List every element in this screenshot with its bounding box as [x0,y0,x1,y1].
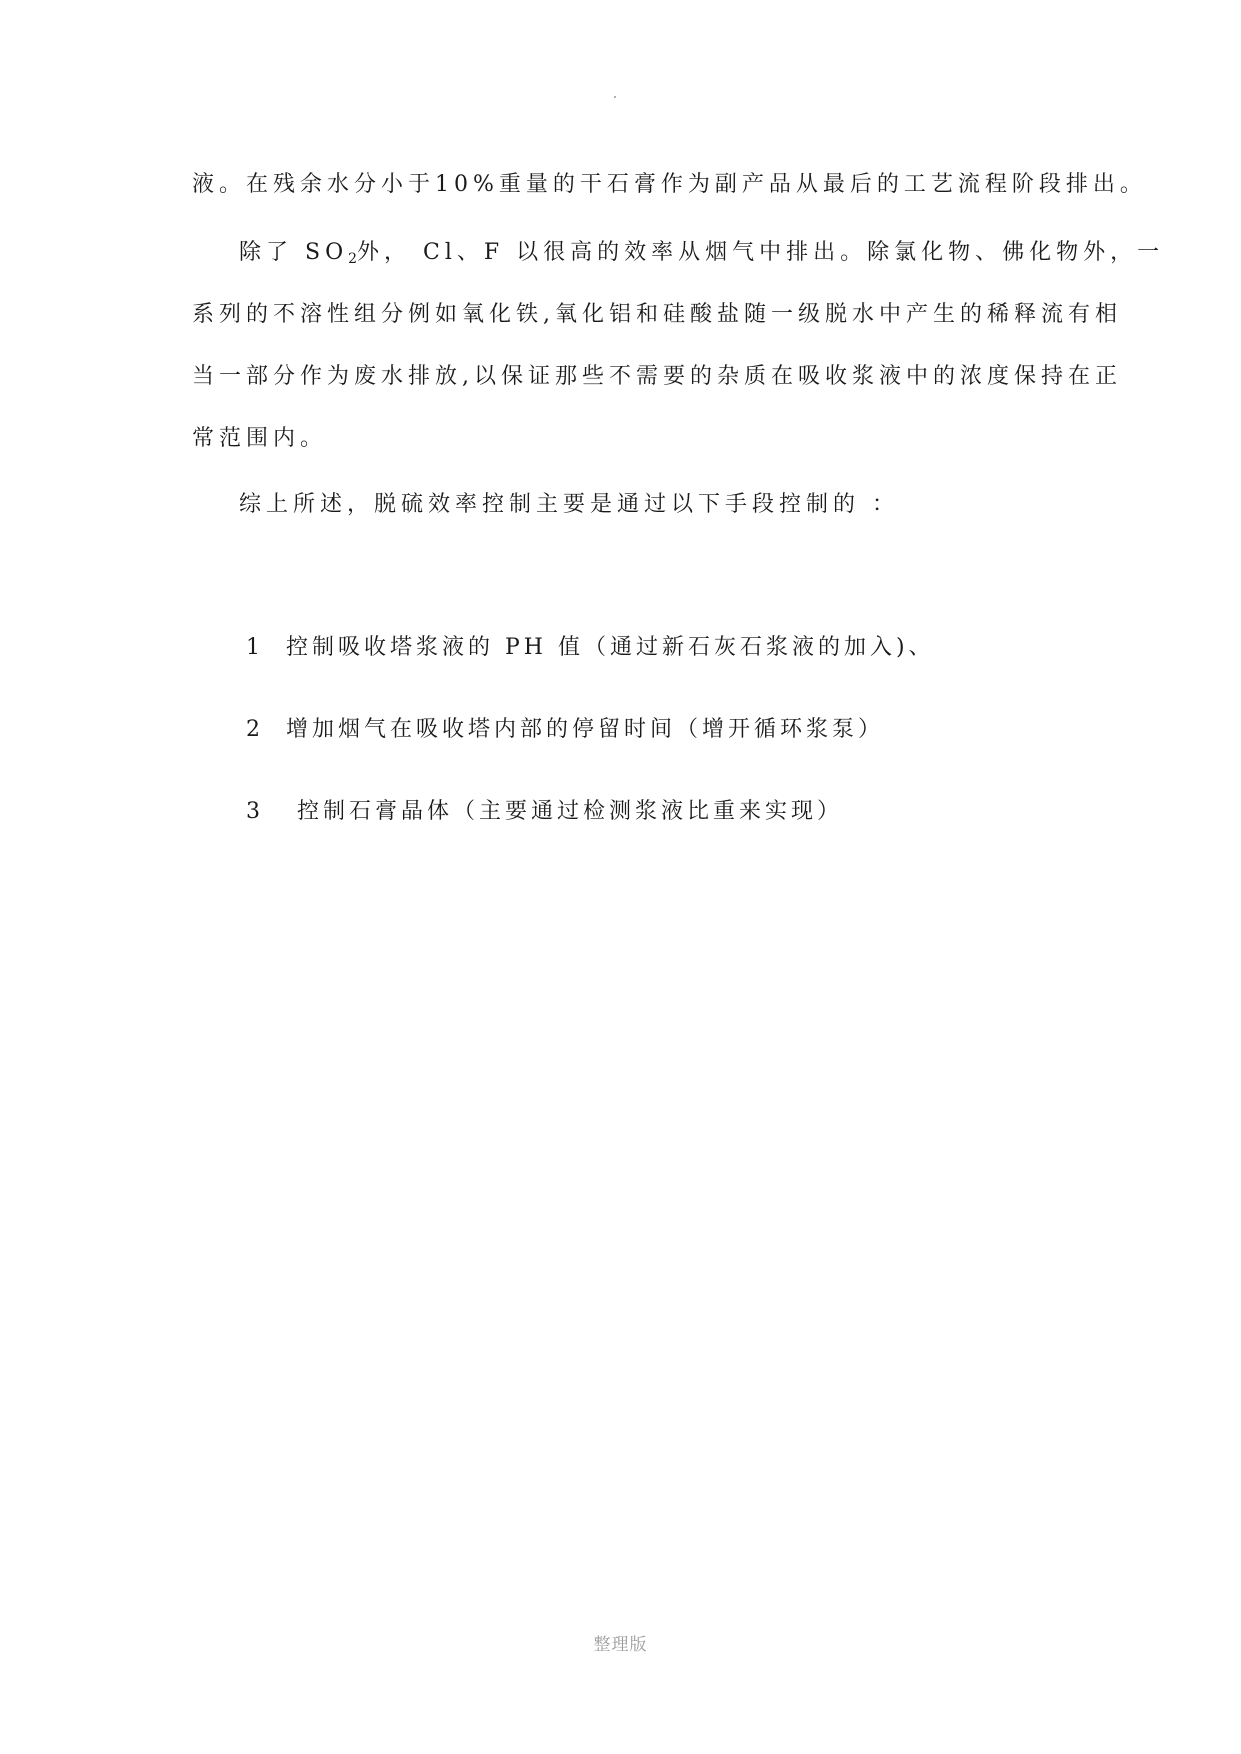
list-item-number: 3 [246,799,264,824]
paragraph-2 [192,222,1165,470]
so2-suffix: 外， Cl、F 以很高的效率从烟气中排出。除氯化物、佛化物外，一 [357,240,1165,265]
so2-prefix: 除了 SO [239,240,349,265]
list-item-text: 控制石膏晶体（主要通过检测浆液比重来实现） [296,799,843,824]
page-footer: 整理版 [593,1635,648,1655]
paragraph-1-line-1: 液。在残余水分小于10%重量的干石膏作为副产品从最后的工艺流程阶段排出。 [192,172,1147,197]
paragraph-2-line-1 [192,222,1165,284]
list-item-number: 1 [246,635,264,660]
paragraph-3 [192,474,1052,536]
list-item [246,794,843,825]
paragraph-2-line-3: 当一部分作为废水排放,以保证那些不需要的杂质在吸收浆液中的浓度保持在正 [192,364,1122,389]
paragraph-3-line-1: 综上所述，脱硫效率控制主要是通过以下手段控制的 ： [239,492,899,517]
list-item [246,630,935,661]
so2-subscript: 2 [348,251,358,267]
header-dot [614,96,616,98]
paragraph-2-line-2: 系列的不溶性组分例如氧化铁,氧化铝和硅酸盐随一级脱水中产生的稀释流有相 [192,302,1122,327]
list-item-text: 增加烟气在吸收塔内部的停留时间（增开循环浆泵） [286,717,885,742]
list-item-number: 2 [246,717,264,742]
list-item [246,712,884,743]
paragraph-2-line-4: 常范围内。 [192,426,328,451]
list-item-text: 控制吸收塔浆液的 PH 值（通过新石灰石浆液的加入)、 [286,635,935,660]
paragraph-1 [192,154,1147,216]
